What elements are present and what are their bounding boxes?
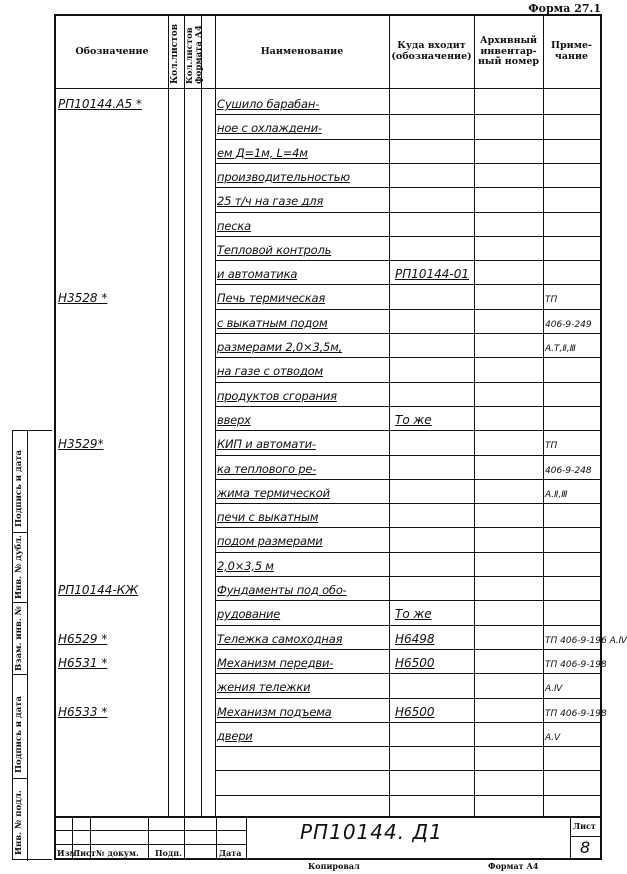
cell-note: А.Ⅱ,Ⅲ: [545, 489, 568, 500]
cell-note: [543, 163, 601, 186]
margin-sign-date-1: [13, 675, 27, 779]
cell-note: А.Ⅳ: [545, 684, 563, 695]
cell-where: [389, 382, 474, 405]
cell-note: ТП: [545, 441, 558, 452]
cell-name: и автоматика: [217, 267, 298, 282]
cell-designation: [58, 212, 168, 235]
table-row: [56, 260, 600, 283]
table-row: [56, 382, 600, 405]
cell-designation: Н6531 *: [58, 655, 108, 670]
cell-name: размерами 2,0×3,5м,: [217, 340, 343, 354]
table-row: [56, 139, 600, 162]
cell-where: [389, 746, 474, 769]
cell-name: ное с охлаждени-: [217, 121, 322, 136]
cell-name: Механизм подъема: [217, 704, 332, 719]
cell-name: песка: [217, 218, 251, 233]
tb-date: Дата: [219, 848, 242, 858]
cell-name: [217, 770, 389, 793]
header-a4-count: Кол.листов формата А4: [185, 25, 204, 84]
tb-list: Лист: [73, 848, 96, 858]
cell-designation: [58, 382, 168, 405]
cell-designation: [58, 552, 168, 575]
cell-name: ка теплового ре-: [217, 461, 317, 476]
margin-label: Подпись и дата: [14, 449, 24, 527]
header-where-used: Куда входит (обозначение): [391, 40, 472, 62]
tb-sheet-label: Лист: [573, 821, 596, 831]
table-row: [56, 309, 600, 332]
table-row: [56, 746, 600, 769]
cell-name: рудование: [217, 607, 281, 622]
margin-label: Взам. инв. №: [14, 605, 24, 671]
tb-col: [148, 816, 149, 860]
table-row: [56, 503, 600, 526]
margin-replace-inv: [13, 603, 27, 675]
cell-where: [389, 770, 474, 793]
cell-note: ТП 406-9-196 А.Ⅳ: [545, 635, 627, 646]
cell-name: на газе с отводом: [217, 364, 323, 379]
cell-note: [543, 212, 601, 235]
cell-where: [389, 163, 474, 186]
cell-name: двери: [217, 728, 253, 743]
footer-copied: Копировал: [308, 861, 360, 871]
cell-where: Н6498: [395, 631, 435, 646]
header-name: Наименование: [260, 45, 344, 57]
cell-note: [543, 770, 601, 793]
header-archive: Архивный инвентар- ный номер: [477, 34, 540, 68]
tb-sheet-number: 8: [580, 838, 591, 857]
cell-note: [543, 236, 601, 259]
margin-divider: [27, 431, 28, 861]
cell-name: производительностью: [217, 169, 350, 184]
cell-where: [389, 236, 474, 259]
cell-name: Фундаменты под обо-: [217, 583, 347, 597]
cell-designation: Н3529*: [58, 437, 104, 452]
table-row: [56, 333, 600, 356]
cell-where: [389, 479, 474, 502]
tb-col: [184, 816, 185, 860]
tb-izm: Изм: [57, 848, 77, 858]
table-row: [56, 90, 600, 113]
cell-designation: Н3528 *: [58, 291, 108, 306]
table-row: [56, 527, 600, 550]
cell-note: [543, 114, 601, 137]
cell-note: [543, 139, 601, 162]
cell-designation: РП10144.А5 *: [58, 97, 142, 111]
table-row: [56, 430, 600, 453]
cell-where: [389, 455, 474, 478]
cell-where: Н6500: [395, 704, 435, 719]
cell-note: [543, 552, 601, 575]
form-number: Форма 27.1: [528, 2, 601, 15]
cell-designation: [58, 479, 168, 502]
table-row: [56, 236, 600, 259]
table-row: [56, 284, 600, 307]
cell-note: 406-9-248: [545, 465, 592, 476]
cell-where: [389, 430, 474, 453]
cell-designation: [58, 357, 168, 380]
margin-inv-dup: [13, 533, 27, 603]
cell-where: [389, 187, 474, 210]
cell-where: Н6500: [395, 655, 435, 670]
table-row: [56, 552, 600, 575]
cell-designation: [58, 503, 168, 526]
footer-format: Формат А4: [488, 861, 539, 871]
cell-where: [389, 576, 474, 599]
cell-where: [389, 114, 474, 137]
cell-name: вверх: [217, 412, 251, 427]
table-row: [56, 455, 600, 478]
margin-inv-orig: [13, 779, 27, 861]
tb-col: [246, 816, 247, 860]
table-row: [56, 187, 600, 210]
cell-designation: Н6533 *: [58, 704, 108, 719]
tb-sheet-line: [570, 836, 600, 837]
table-row: [56, 600, 600, 623]
cell-where: [389, 503, 474, 526]
table-row: [56, 649, 607, 672]
table-row: [56, 625, 627, 648]
cell-note: ТП 406-9-198: [545, 708, 607, 719]
cell-where: [389, 357, 474, 380]
table-row: [56, 770, 600, 793]
cell-name: Печь термическая: [217, 291, 326, 306]
cell-designation: [58, 600, 168, 623]
table-row: [56, 479, 600, 502]
cell-where: [389, 284, 474, 307]
cell-designation: [58, 187, 168, 210]
cell-note: [543, 406, 601, 429]
table-row: [56, 722, 600, 745]
cell-where: РП10144-01: [395, 267, 470, 282]
tb-col: [216, 816, 217, 860]
cell-designation: [58, 770, 168, 793]
cell-where: [389, 309, 474, 332]
table-row: [56, 673, 600, 696]
header-bottom-line: [56, 88, 600, 89]
cell-where: То же: [395, 607, 432, 622]
table-row: [56, 698, 607, 721]
margin-label: Инв. № дубл.: [14, 534, 24, 599]
table-row: [56, 357, 600, 380]
cell-note: [543, 260, 601, 283]
tb-doc-no: № докум.: [96, 848, 139, 858]
table-row: [56, 114, 600, 137]
header-note: Приме- чание: [551, 40, 592, 62]
margin-label: Инв. № подл.: [14, 790, 24, 855]
cell-note: [543, 357, 601, 380]
cell-name: [217, 746, 389, 769]
cell-name: Механизм передви-: [217, 655, 334, 670]
cell-designation: РП10144-КЖ: [58, 583, 139, 597]
cell-name: печи с выкатным: [217, 510, 319, 525]
tb-sign: Подп.: [155, 848, 182, 858]
cell-designation: [58, 163, 168, 186]
cell-note: [543, 746, 601, 769]
title-block-top: [56, 816, 600, 818]
cell-designation: [58, 260, 168, 283]
title-block-inner-line: [56, 844, 246, 845]
cell-note: [543, 576, 601, 599]
cell-name: Тележка самоходная: [217, 631, 343, 646]
tb-col: [570, 816, 571, 860]
cell-name: подом размерами: [217, 534, 323, 549]
cell-note: [543, 527, 601, 550]
cell-name: жения тележки: [217, 680, 311, 695]
cell-where: [389, 673, 474, 696]
cell-note: [543, 382, 601, 405]
cell-designation: [58, 673, 168, 696]
table-row: [56, 163, 600, 186]
margin-sign-date-2: [13, 431, 27, 533]
cell-note: [543, 600, 601, 623]
header-sheet-count: Кол.листов: [170, 23, 180, 84]
document-code: РП10144. Д1: [300, 820, 443, 844]
cell-name: КИП и автомати-: [217, 437, 316, 452]
cell-designation: Н6529 *: [58, 631, 108, 646]
cell-name: ем Д=1м, L=4м: [217, 145, 308, 160]
cell-where: [389, 552, 474, 575]
cell-name: с выкатным подом: [217, 315, 328, 330]
cell-designation: [58, 139, 168, 162]
cell-where: [389, 527, 474, 550]
cell-name: продуктов сгорания: [217, 388, 337, 403]
cell-name: 25 т/ч на газе для: [217, 194, 324, 209]
cell-name: жима термической: [217, 485, 330, 500]
cell-where: То же: [395, 412, 432, 427]
cell-note: ТП 406-9-198: [545, 659, 607, 670]
cell-designation: [58, 236, 168, 259]
binding-margin: [12, 430, 52, 860]
title-block-inner-line: [56, 830, 246, 831]
cell-where: [389, 333, 474, 356]
table-row: [56, 212, 600, 235]
header-designation: Обозначение: [75, 45, 149, 57]
cell-note: [543, 90, 601, 113]
cell-designation: [58, 455, 168, 478]
cell-name: Тепловой контроль: [217, 242, 332, 257]
margin-label: Подпись и дата: [14, 695, 24, 773]
cell-designation: [58, 722, 168, 745]
cell-name: 2,0×3,5 м: [217, 558, 274, 573]
cell-designation: [58, 406, 168, 429]
specification-sheet: [54, 14, 627, 860]
cell-designation: [58, 333, 168, 356]
row-line: [215, 795, 600, 796]
cell-note: [543, 187, 601, 210]
cell-where: [389, 722, 474, 745]
cell-where: [389, 90, 474, 113]
cell-name: Сушило барабан-: [217, 97, 320, 111]
table-row: [56, 406, 600, 429]
cell-note: 406-9-249: [545, 319, 592, 330]
cell-note: ТП: [545, 295, 558, 306]
cell-note: А.Ⅴ: [545, 732, 561, 743]
cell-note: А.Т,Ⅱ,Ⅲ: [545, 344, 576, 354]
cell-designation: [58, 527, 168, 550]
cell-designation: [58, 114, 168, 137]
table-row: [56, 576, 600, 599]
cell-note: [543, 503, 601, 526]
cell-where: [389, 212, 474, 235]
cell-where: [389, 139, 474, 162]
cell-designation: [58, 746, 168, 769]
cell-designation: [58, 309, 168, 332]
